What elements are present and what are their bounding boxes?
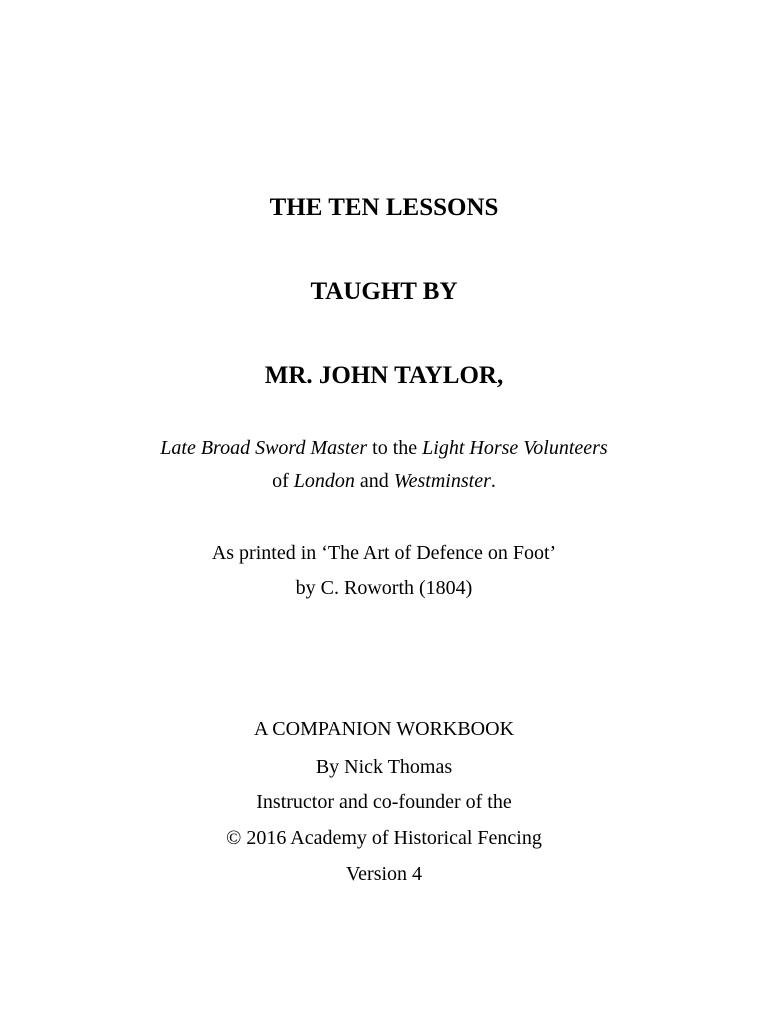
book-title: THE TEN LESSONS bbox=[269, 194, 499, 221]
master-name-heading: MR. JOHN TAYLOR, bbox=[264, 362, 504, 389]
version-line: Version 4 bbox=[345, 863, 423, 885]
source-author-line: by C. Roworth (1804) bbox=[295, 577, 473, 599]
companion-heading: A COMPANION WORKBOOK bbox=[253, 718, 515, 740]
location-city-westminster: Westminster bbox=[393, 470, 491, 492]
companion-author: By Nick Thomas bbox=[315, 756, 453, 778]
location-line bbox=[0, 469, 768, 493]
master-role-unit: Light Horse Volunteers bbox=[422, 437, 608, 459]
master-role-title: Late Broad Sword Master bbox=[160, 437, 368, 459]
taught-by-heading: TAUGHT BY bbox=[310, 278, 458, 305]
location-city-london: London bbox=[293, 470, 355, 492]
copyright-line: © 2016 Academy of Historical Fencing bbox=[226, 827, 542, 849]
companion-author-role: Instructor and co-founder of the bbox=[256, 791, 512, 813]
location-and: and bbox=[354, 470, 394, 492]
master-role-line bbox=[0, 436, 768, 460]
source-line: As printed in ‘The Art of Defence on Foot’ bbox=[211, 542, 557, 564]
master-role-connector: to the bbox=[367, 437, 423, 459]
location-end: . bbox=[490, 470, 496, 492]
location-of: of bbox=[272, 470, 294, 492]
